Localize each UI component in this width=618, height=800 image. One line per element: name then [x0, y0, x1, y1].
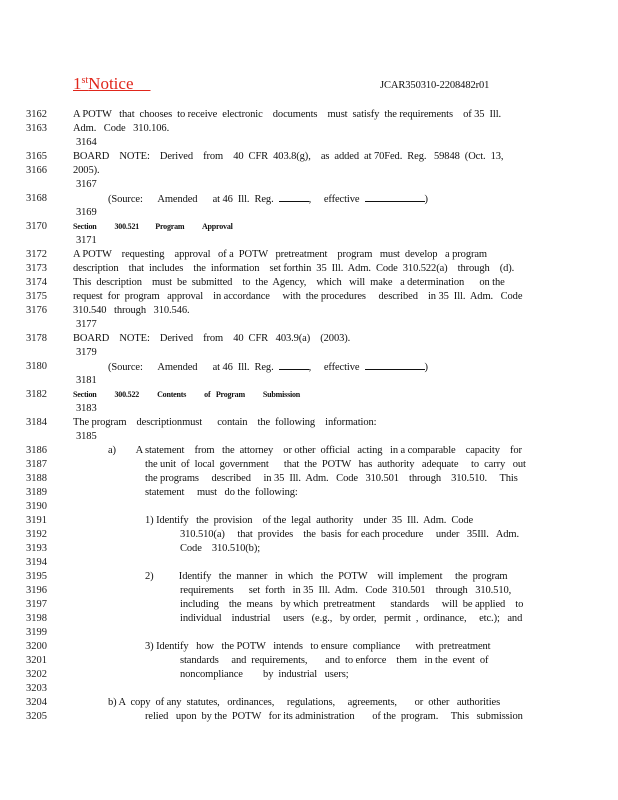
document-line [0, 360, 618, 374]
document-line [0, 654, 618, 668]
line-text: 3164 [76, 137, 97, 148]
line-text: (Source: Amended at 46 Ill. Reg. , effective ) [108, 194, 428, 205]
document-id: JCAR350310-2208482r01 [380, 80, 490, 91]
document-line [0, 164, 618, 178]
line-number: 3178 [26, 333, 47, 344]
line-number: 3168 [26, 193, 47, 204]
line-number: 3163 [26, 123, 47, 134]
line-text: the programs described in 35 Ill. Adm. Code 310.501 through 310.510. This [145, 473, 518, 484]
document-line [0, 402, 618, 416]
line-text: A POTW requesting approval of a POTW pretreatment program must develop a program [73, 249, 487, 260]
line-text: This description must be submitted to the Agency, which will make a determination on the [73, 277, 505, 288]
line-text: 310.540 through 310.546. [73, 305, 190, 316]
line-number: 3176 [26, 305, 47, 316]
line-text: (Source: Amended at 46 Ill. Reg. , effective ) [108, 362, 428, 373]
line-text: 3183 [76, 403, 97, 414]
document-line [0, 514, 618, 528]
line-text: the unit of local government that the POTW has authority adequate to carry out [145, 459, 526, 470]
line-number: 3203 [26, 683, 47, 694]
effective-date-blank [365, 360, 425, 370]
line-number: 3173 [26, 263, 47, 274]
line-text: 3181 [76, 375, 97, 386]
line-text: 3169 [76, 207, 97, 218]
line-text: b) A copy of any statutes, ordinances, regulations, agreements, or other authorities [108, 697, 501, 708]
document-line [0, 710, 618, 724]
line-text: The program descriptionmust contain the following information: [73, 417, 377, 428]
document-line [0, 122, 618, 136]
document-line [0, 220, 618, 234]
line-text: noncompliance by industrial users; [180, 669, 349, 680]
document-line [0, 178, 618, 192]
document-line [0, 542, 618, 556]
document-line [0, 612, 618, 626]
line-number: 3180 [26, 361, 47, 372]
line-number: 3162 [26, 109, 47, 120]
document-line [0, 108, 618, 122]
line-number: 3184 [26, 417, 47, 428]
line-text: 2) Identify the manner in which the POTW will implement the program [145, 571, 508, 582]
line-number: 3175 [26, 291, 47, 302]
line-number: 3182 [26, 389, 47, 400]
line-number: 3194 [26, 557, 47, 568]
line-number: 3193 [26, 543, 47, 554]
line-text: 3) Identify how the POTW intends to ensure compliance with pretreatment [145, 641, 491, 652]
line-text: including the means by which pretreatment standards will be applied to [180, 599, 524, 610]
notice-header: 1stNotice [73, 74, 134, 93]
line-number: 3188 [26, 473, 47, 484]
document-line [0, 206, 618, 220]
line-number: 3198 [26, 613, 47, 624]
line-text: 3171 [76, 235, 97, 246]
line-text: BOARD NOTE: Derived from 40 CFR 403.8(g), as added at 70Fed. Reg. 59848 (Oct. 13, [73, 151, 504, 162]
line-number: 3186 [26, 445, 47, 456]
document-line [0, 626, 618, 640]
document-line [0, 584, 618, 598]
document-line [0, 486, 618, 500]
document-line [0, 150, 618, 164]
line-text: 310.510(a) that provides the basis for each procedure under 35Ill. Adm. [180, 529, 519, 540]
register-blank [279, 360, 309, 370]
line-text: Section 300.522 Contents of Program Submission [73, 390, 301, 399]
line-text: relied upon by the POTW for its administration of the program. This submission [145, 711, 523, 722]
line-number: 3205 [26, 711, 47, 722]
document-line [0, 640, 618, 654]
line-number: 3201 [26, 655, 47, 666]
line-number: 3200 [26, 641, 47, 652]
line-text: description that includes the information set forthin 35 Ill. Adm. Code 310.522(a) through (d). [73, 263, 515, 274]
document-line [0, 500, 618, 514]
line-number: 3165 [26, 151, 47, 162]
document-line [0, 262, 618, 276]
document-line [0, 290, 618, 304]
document-line [0, 248, 618, 262]
document-line [0, 472, 618, 486]
document-line [0, 332, 618, 346]
line-number: 3204 [26, 697, 47, 708]
line-number: 3192 [26, 529, 47, 540]
line-number: 3174 [26, 277, 47, 288]
document-line [0, 668, 618, 682]
document-line [0, 304, 618, 318]
line-number: 3202 [26, 669, 47, 680]
line-text: 1) Identify the provision of the legal authority under 35 Ill. Adm. Code [145, 515, 474, 526]
document-line [0, 318, 618, 332]
line-text: request for program approval in accordance with the procedures described in 35 Ill. Adm. Code [73, 291, 523, 302]
document-line [0, 444, 618, 458]
document-line [0, 570, 618, 584]
line-number: 3170 [26, 221, 47, 232]
document-line [0, 276, 618, 290]
line-number: 3166 [26, 165, 47, 176]
document-line [0, 388, 618, 402]
document-line [0, 234, 618, 248]
document-line [0, 528, 618, 542]
line-text: Code 310.510(b); [180, 543, 261, 554]
document-line [0, 192, 618, 206]
line-number: 3189 [26, 487, 47, 498]
line-text: 3179 [76, 347, 97, 358]
line-text: standards and requirements, and to enforce them in the event of [180, 655, 489, 666]
line-text: Section 300.521 Program Approval [73, 222, 233, 231]
line-text: A POTW that chooses to receive electronic documents must satisfy the requirements of 35 Ill. [73, 109, 502, 120]
line-text: a) A statement from the attorney or other official acting in a comparable capacity for [108, 445, 522, 456]
line-text: statement must do the following: [145, 487, 298, 498]
document-line [0, 458, 618, 472]
line-text: 3185 [76, 431, 97, 442]
document-line [0, 136, 618, 150]
line-number: 3191 [26, 515, 47, 526]
document-line [0, 346, 618, 360]
document-line [0, 430, 618, 444]
line-number: 3195 [26, 571, 47, 582]
effective-date-blank [365, 192, 425, 202]
line-text: 2005). [73, 165, 100, 176]
document-line [0, 696, 618, 710]
line-text: Adm. Code 310.106. [73, 123, 170, 134]
document-line [0, 556, 618, 570]
line-number: 3190 [26, 501, 47, 512]
line-text: requirements set forth in 35 Ill. Adm. Code 310.501 through 310.510, [180, 585, 512, 596]
line-text: 3177 [76, 319, 97, 330]
line-text: 3167 [76, 179, 97, 190]
line-text: BOARD NOTE: Derived from 40 CFR 403.9(a) (2003). [73, 333, 351, 344]
line-number: 3172 [26, 249, 47, 260]
register-blank [279, 192, 309, 202]
document-line [0, 682, 618, 696]
line-number: 3197 [26, 599, 47, 610]
line-text: individual industrial users (e.g., by order, permit , ordinance, etc.); and [180, 613, 523, 624]
document-line [0, 598, 618, 612]
line-number: 3187 [26, 459, 47, 470]
line-number: 3199 [26, 627, 47, 638]
document-line [0, 374, 618, 388]
line-number: 3196 [26, 585, 47, 596]
document-line [0, 416, 618, 430]
